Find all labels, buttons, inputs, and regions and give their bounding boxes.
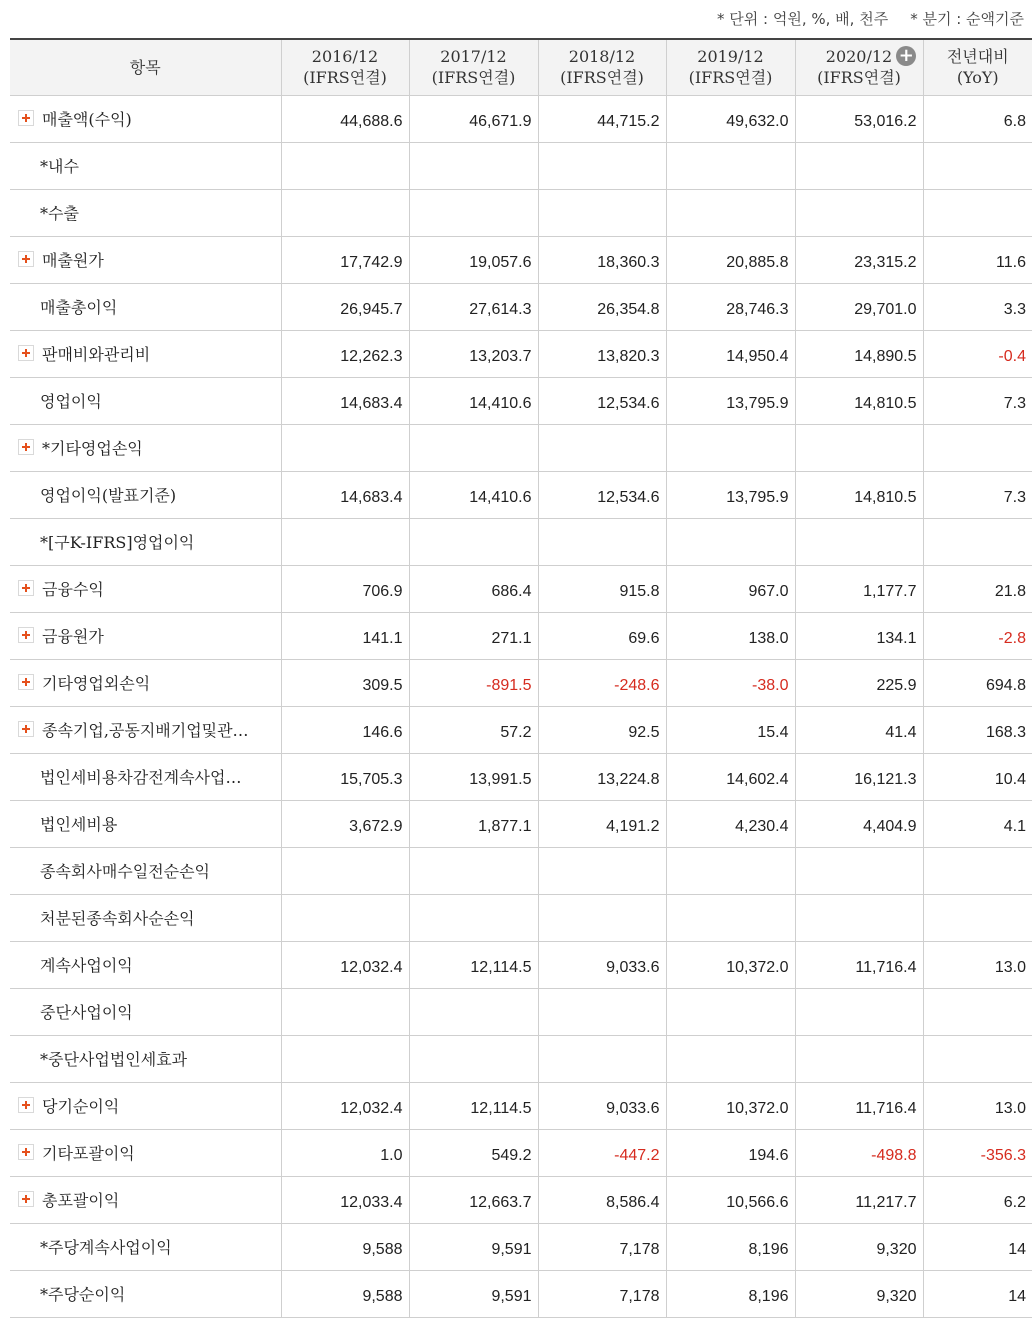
table-cell: 3,672.9 xyxy=(281,800,409,847)
table-cell: 13,224.8 xyxy=(538,753,666,800)
row-label[interactable] xyxy=(10,330,281,377)
unit-note xyxy=(0,0,1032,38)
table-cell xyxy=(795,518,923,565)
column-header-2019: 2019/12 (IFRS연결) xyxy=(666,39,795,95)
table-row xyxy=(10,894,1032,941)
row-label-text: *주당계속사업이익 xyxy=(40,1238,172,1257)
table-cell: 11,716.4 xyxy=(795,1082,923,1129)
row-label-text: *내수 xyxy=(40,157,79,176)
table-cell: 15,705.3 xyxy=(281,753,409,800)
table-cell: 21.8 xyxy=(923,565,1032,612)
table-cell: 549.2 xyxy=(409,1129,538,1176)
table-cell xyxy=(923,424,1032,471)
table-cell xyxy=(281,894,409,941)
table-row xyxy=(10,1035,1032,1082)
row-label-text: 금융원가 xyxy=(42,627,104,646)
table-cell: 8,196 xyxy=(666,1270,795,1317)
table-cell: 12,032.4 xyxy=(281,1082,409,1129)
table-row xyxy=(10,1270,1032,1317)
table-cell: 6.2 xyxy=(923,1176,1032,1223)
table-cell: 967.0 xyxy=(666,565,795,612)
table-cell: -891.5 xyxy=(409,659,538,706)
table-cell xyxy=(666,424,795,471)
table-cell xyxy=(281,142,409,189)
income-statement-table xyxy=(10,38,1032,1318)
table-cell: 915.8 xyxy=(538,565,666,612)
table-cell: 13,795.9 xyxy=(666,471,795,518)
table-cell xyxy=(666,142,795,189)
table-cell: 12,032.4 xyxy=(281,941,409,988)
table-row xyxy=(10,753,1032,800)
row-label[interactable] xyxy=(10,659,281,706)
row-label-text: 종속기업,공동지배기업및관… xyxy=(42,721,249,740)
row-label xyxy=(10,377,281,424)
row-label[interactable] xyxy=(10,706,281,753)
table-cell: 7,178 xyxy=(538,1270,666,1317)
table-cell xyxy=(409,142,538,189)
table-cell: 10,372.0 xyxy=(666,941,795,988)
table-cell: 13,795.9 xyxy=(666,377,795,424)
table-cell: 10,566.6 xyxy=(666,1176,795,1223)
table-cell: 9,591 xyxy=(409,1223,538,1270)
table-cell: 28,746.3 xyxy=(666,283,795,330)
table-cell xyxy=(923,1035,1032,1082)
row-label xyxy=(10,941,281,988)
table-cell: -0.4 xyxy=(923,330,1032,377)
table-cell: 134.1 xyxy=(795,612,923,659)
table-cell: 46,671.9 xyxy=(409,95,538,142)
table-row xyxy=(10,330,1032,377)
plus-square-icon[interactable] xyxy=(18,721,34,737)
table-cell: 13.0 xyxy=(923,1082,1032,1129)
table-cell: 9,588 xyxy=(281,1223,409,1270)
table-cell: 44,688.6 xyxy=(281,95,409,142)
table-cell: 19,057.6 xyxy=(409,236,538,283)
table-row xyxy=(10,1082,1032,1129)
table-row xyxy=(10,95,1032,142)
table-cell xyxy=(795,894,923,941)
table-cell: 20,885.8 xyxy=(666,236,795,283)
table-row xyxy=(10,800,1032,847)
row-label xyxy=(10,1223,281,1270)
plus-square-icon[interactable] xyxy=(18,627,34,643)
row-label[interactable] xyxy=(10,565,281,612)
table-cell: 12,114.5 xyxy=(409,941,538,988)
table-cell: 694.8 xyxy=(923,659,1032,706)
table-row xyxy=(10,706,1032,753)
table-row xyxy=(10,518,1032,565)
table-cell: 3.3 xyxy=(923,283,1032,330)
table-cell: 194.6 xyxy=(666,1129,795,1176)
row-label-text: 영업이익 xyxy=(40,392,102,411)
row-label-text: *[구K-IFRS]영업이익 xyxy=(40,533,195,552)
row-label-text: *기타영업손익 xyxy=(42,439,143,458)
row-label xyxy=(10,988,281,1035)
table-row xyxy=(10,847,1032,894)
table-cell: -38.0 xyxy=(666,659,795,706)
table-cell: 14,810.5 xyxy=(795,471,923,518)
table-cell xyxy=(409,518,538,565)
table-cell xyxy=(795,1035,923,1082)
row-label-text: *주당순이익 xyxy=(40,1285,126,1304)
table-cell: 14,810.5 xyxy=(795,377,923,424)
row-label-text: 매출액(수익) xyxy=(42,110,132,129)
row-label xyxy=(10,471,281,518)
table-cell xyxy=(538,142,666,189)
row-label-text: 기타영업외손익 xyxy=(42,674,151,693)
table-row xyxy=(10,565,1032,612)
column-header-yoy: 전년대비 (YoY) xyxy=(923,39,1032,95)
table-cell xyxy=(795,142,923,189)
plus-square-icon[interactable] xyxy=(18,1191,34,1207)
table-cell xyxy=(923,518,1032,565)
table-cell xyxy=(409,424,538,471)
row-label xyxy=(10,518,281,565)
table-cell: 706.9 xyxy=(281,565,409,612)
table-cell: 4,230.4 xyxy=(666,800,795,847)
table-cell: 16,121.3 xyxy=(795,753,923,800)
table-cell: 11,716.4 xyxy=(795,941,923,988)
table-cell: 1,177.7 xyxy=(795,565,923,612)
table-cell xyxy=(281,847,409,894)
table-cell: 9,591 xyxy=(409,1270,538,1317)
row-label-text: 총포괄이익 xyxy=(42,1191,120,1210)
table-cell: 10,372.0 xyxy=(666,1082,795,1129)
table-cell: 12,534.6 xyxy=(538,377,666,424)
row-label-text: 법인세비용차감전계속사업… xyxy=(40,768,242,787)
row-label xyxy=(10,800,281,847)
row-label[interactable] xyxy=(10,612,281,659)
table-cell: 14 xyxy=(923,1223,1032,1270)
row-label xyxy=(10,142,281,189)
table-cell: 41.4 xyxy=(795,706,923,753)
row-label-text: 매출총이익 xyxy=(40,298,118,317)
column-header-2018: 2018/12 (IFRS연결) xyxy=(538,39,666,95)
plus-square-icon[interactable] xyxy=(18,1097,34,1113)
table-cell xyxy=(666,988,795,1035)
plus-square-icon[interactable] xyxy=(18,251,34,267)
table-cell: 92.5 xyxy=(538,706,666,753)
table-cell xyxy=(666,518,795,565)
column-header-2017: 2017/12 (IFRS연결) xyxy=(409,39,538,95)
table-cell: 14,683.4 xyxy=(281,377,409,424)
table-cell: 26,354.8 xyxy=(538,283,666,330)
table-cell: 138.0 xyxy=(666,612,795,659)
table-cell xyxy=(795,988,923,1035)
table-cell xyxy=(538,518,666,565)
table-cell xyxy=(281,424,409,471)
table-row xyxy=(10,941,1032,988)
table-cell: 18,360.3 xyxy=(538,236,666,283)
table-cell xyxy=(923,894,1032,941)
table-cell: -2.8 xyxy=(923,612,1032,659)
table-cell: 9,320 xyxy=(795,1270,923,1317)
table-cell: 146.6 xyxy=(281,706,409,753)
table-cell xyxy=(538,424,666,471)
table-cell: -356.3 xyxy=(923,1129,1032,1176)
table-cell xyxy=(281,189,409,236)
table-cell: 9,033.6 xyxy=(538,941,666,988)
plus-square-icon[interactable] xyxy=(18,345,34,361)
table-cell xyxy=(666,847,795,894)
table-cell: 44,715.2 xyxy=(538,95,666,142)
table-cell: 15.4 xyxy=(666,706,795,753)
table-cell: 9,320 xyxy=(795,1223,923,1270)
plus-square-icon[interactable] xyxy=(18,110,34,126)
table-cell: 17,742.9 xyxy=(281,236,409,283)
unit-note-text: * 단위 : 억원, %, 배, 천주 xyxy=(717,10,889,28)
table-cell: 12,663.7 xyxy=(409,1176,538,1223)
table-cell: 686.4 xyxy=(409,565,538,612)
table-cell: 9,033.6 xyxy=(538,1082,666,1129)
table-cell xyxy=(538,847,666,894)
table-cell: 168.3 xyxy=(923,706,1032,753)
row-label[interactable] xyxy=(10,424,281,471)
item-column-header: 항목 xyxy=(10,39,281,95)
row-label xyxy=(10,1270,281,1317)
table-cell: 7.3 xyxy=(923,471,1032,518)
table-cell: 309.5 xyxy=(281,659,409,706)
row-label-text: 처분된종속회사순손익 xyxy=(40,909,195,928)
header-row xyxy=(10,39,1032,95)
table-cell xyxy=(923,988,1032,1035)
table-row xyxy=(10,377,1032,424)
row-label-text: 법인세비용 xyxy=(40,815,118,834)
table-cell: 12,534.6 xyxy=(538,471,666,518)
row-label xyxy=(10,189,281,236)
table-cell: 6.8 xyxy=(923,95,1032,142)
table-cell: 13,820.3 xyxy=(538,330,666,377)
table-cell: 4.1 xyxy=(923,800,1032,847)
row-label-text: 계속사업이익 xyxy=(40,956,133,975)
table-cell: -248.6 xyxy=(538,659,666,706)
table-cell: 12,262.3 xyxy=(281,330,409,377)
row-label xyxy=(10,894,281,941)
row-label xyxy=(10,847,281,894)
table-cell: 14,890.5 xyxy=(795,330,923,377)
table-cell: 23,315.2 xyxy=(795,236,923,283)
table-cell xyxy=(281,1035,409,1082)
table-cell xyxy=(538,988,666,1035)
table-row xyxy=(10,424,1032,471)
table-cell: 271.1 xyxy=(409,612,538,659)
table-cell xyxy=(538,189,666,236)
table-cell: 8,586.4 xyxy=(538,1176,666,1223)
row-label-text: 영업이익(발표기준) xyxy=(40,486,177,505)
table-cell xyxy=(281,518,409,565)
table-cell: -498.8 xyxy=(795,1129,923,1176)
table-cell: 13,203.7 xyxy=(409,330,538,377)
table-cell xyxy=(666,189,795,236)
row-label xyxy=(10,283,281,330)
table-row xyxy=(10,189,1032,236)
row-label[interactable] xyxy=(10,95,281,142)
table-cell: 141.1 xyxy=(281,612,409,659)
table-cell: 69.6 xyxy=(538,612,666,659)
table-cell xyxy=(923,847,1032,894)
plus-square-icon[interactable] xyxy=(18,674,34,690)
row-label[interactable] xyxy=(10,1082,281,1129)
table-cell: 14,950.4 xyxy=(666,330,795,377)
table-row xyxy=(10,659,1032,706)
table-cell: 225.9 xyxy=(795,659,923,706)
row-label-text: 매출원가 xyxy=(42,251,104,270)
table-row xyxy=(10,1223,1032,1270)
table-cell: 4,404.9 xyxy=(795,800,923,847)
table-cell: 14,410.6 xyxy=(409,471,538,518)
row-label-text: 당기순이익 xyxy=(42,1097,120,1116)
table-cell xyxy=(409,988,538,1035)
table-row xyxy=(10,988,1032,1035)
table-cell xyxy=(538,894,666,941)
table-cell xyxy=(666,1035,795,1082)
table-cell: 12,033.4 xyxy=(281,1176,409,1223)
table-cell: 27,614.3 xyxy=(409,283,538,330)
column-header-2020: 2020/12 + (IFRS연결) xyxy=(795,39,923,95)
column-header-2016: 2016/12 (IFRS연결) xyxy=(281,39,409,95)
plus-circle-icon[interactable]: + xyxy=(896,46,916,66)
table-cell xyxy=(538,1035,666,1082)
table-row xyxy=(10,283,1032,330)
row-label-text: *수출 xyxy=(40,204,79,223)
table-cell: 11.6 xyxy=(923,236,1032,283)
table-cell: 7,178 xyxy=(538,1223,666,1270)
table-cell xyxy=(281,988,409,1035)
table-cell xyxy=(409,894,538,941)
table-cell: 8,196 xyxy=(666,1223,795,1270)
row-label xyxy=(10,753,281,800)
quarter-basis-note: * 분기 : 순액기준 xyxy=(910,10,1024,28)
table-row xyxy=(10,1176,1032,1223)
row-label-text: *중단사업법인세효과 xyxy=(40,1050,188,1069)
table-cell xyxy=(409,847,538,894)
table-cell: 57.2 xyxy=(409,706,538,753)
table-cell: 10.4 xyxy=(923,753,1032,800)
table-cell: -447.2 xyxy=(538,1129,666,1176)
row-label-text: 판매비와관리비 xyxy=(42,345,151,364)
table-cell: 14,410.6 xyxy=(409,377,538,424)
table-cell: 9,588 xyxy=(281,1270,409,1317)
table-cell: 14,683.4 xyxy=(281,471,409,518)
table-row xyxy=(10,142,1032,189)
table-cell: 11,217.7 xyxy=(795,1176,923,1223)
table-cell: 49,632.0 xyxy=(666,95,795,142)
row-label[interactable] xyxy=(10,1176,281,1223)
table-cell xyxy=(409,1035,538,1082)
table-cell: 1.0 xyxy=(281,1129,409,1176)
table-row xyxy=(10,471,1032,518)
table-cell: 1,877.1 xyxy=(409,800,538,847)
table-cell xyxy=(409,189,538,236)
row-label xyxy=(10,1035,281,1082)
plus-square-icon[interactable] xyxy=(18,580,34,596)
table-cell: 13,991.5 xyxy=(409,753,538,800)
table-cell xyxy=(795,424,923,471)
table-cell: 12,114.5 xyxy=(409,1082,538,1129)
table-cell: 14,602.4 xyxy=(666,753,795,800)
row-label-text: 금융수익 xyxy=(42,580,104,599)
table-cell: 14 xyxy=(923,1270,1032,1317)
plus-square-icon[interactable] xyxy=(18,1144,34,1160)
table-row xyxy=(10,236,1032,283)
table-row xyxy=(10,1129,1032,1176)
plus-square-icon[interactable] xyxy=(18,439,34,455)
table-cell: 29,701.0 xyxy=(795,283,923,330)
table-cell xyxy=(795,847,923,894)
row-label-text: 중단사업이익 xyxy=(40,1003,133,1022)
table-cell xyxy=(666,894,795,941)
row-label-text: 기타포괄이익 xyxy=(42,1144,135,1163)
row-label-text: 종속회사매수일전순손익 xyxy=(40,862,211,881)
table-cell: 26,945.7 xyxy=(281,283,409,330)
table-cell xyxy=(795,189,923,236)
table-cell xyxy=(923,142,1032,189)
table-cell: 4,191.2 xyxy=(538,800,666,847)
table-row xyxy=(10,612,1032,659)
row-label[interactable] xyxy=(10,1129,281,1176)
table-cell: 13.0 xyxy=(923,941,1032,988)
table-cell: 7.3 xyxy=(923,377,1032,424)
table-body xyxy=(10,95,1032,1317)
table-cell xyxy=(923,189,1032,236)
row-label[interactable] xyxy=(10,236,281,283)
table-cell: 53,016.2 xyxy=(795,95,923,142)
